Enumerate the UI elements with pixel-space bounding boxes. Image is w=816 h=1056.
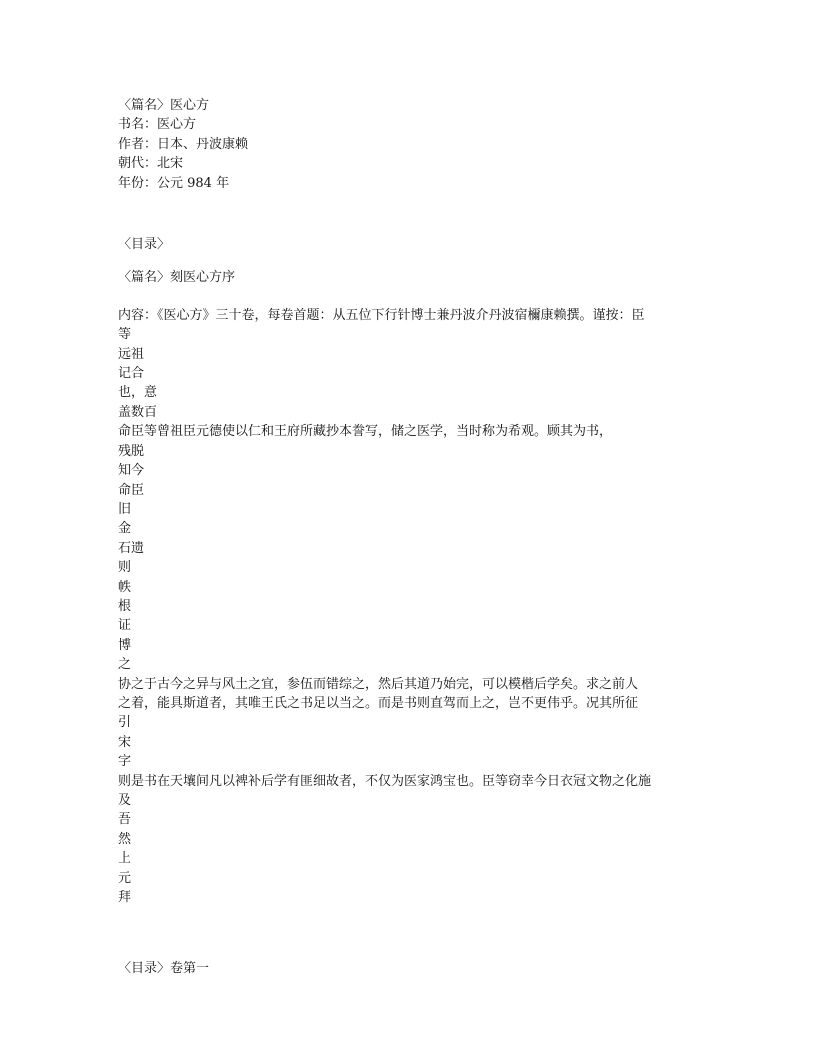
chapter-name-line: 〈篇名〉医心方: [118, 98, 210, 113]
content-line: 命臣: [118, 482, 145, 498]
content-line: 之: [118, 657, 132, 673]
spacer: [118, 907, 708, 959]
book-title-line: 书名：医心方: [118, 117, 197, 133]
content-line: 内容：《医心方》三十卷，每卷首题：从五位下行针博士兼丹波介丹波宿檷康赖撰。谨按：臣: [118, 307, 645, 323]
preface-content: [118, 306, 708, 908]
content-line: 之着，能具斯道者，其唯王氏之书足以当之。而是书则直驾而上之，岂不更伟乎。况其所征: [118, 695, 639, 711]
content-line: 知今: [118, 463, 145, 479]
content-line: 命臣等曾祖臣元德使以仁和王府所藏抄本誊写，储之医学，当时称为希观。顾其为书，: [118, 424, 613, 440]
content-line: 宋: [118, 734, 132, 750]
content-line: 根: [118, 598, 132, 614]
section-title: 〈篇名〉刻医心方序: [118, 270, 236, 286]
content-line: 元: [118, 870, 132, 886]
content-line: 协之于古今之异与风土之宜，参伍而错综之，然后其道乃始完，可以模楷后学矣。求之前人: [118, 676, 639, 692]
content-line: 字: [118, 754, 132, 770]
content-line: 则: [118, 560, 132, 576]
toc-heading: 〈目录〉: [118, 237, 171, 253]
content-line: 等: [118, 327, 132, 343]
content-line: 旧: [118, 501, 132, 517]
content-line: 上: [118, 851, 132, 867]
spacer: [118, 288, 708, 306]
spacer: [118, 193, 708, 235]
content-line: 残脱: [118, 443, 145, 459]
content-line: 石遗: [118, 540, 145, 556]
content-line: 拜: [118, 890, 132, 906]
content-line: 远祖: [118, 346, 145, 362]
content-line: 证: [118, 618, 132, 634]
dynasty-line: 朝代：北宋: [118, 156, 184, 172]
spacer: [118, 254, 708, 268]
document-page: [118, 96, 708, 979]
footer-toc-heading: 〈目录〉卷第一: [118, 961, 210, 977]
content-line: 帙: [118, 579, 132, 595]
content-line: 盖数百: [118, 404, 158, 420]
content-line: 然: [118, 831, 132, 847]
author-line: 作者：日本、丹波康赖: [118, 136, 249, 152]
content-line: 吾: [118, 812, 132, 828]
content-line: 也，意: [118, 385, 158, 401]
content-line: 及: [118, 793, 132, 808]
year-line: 年份：公元 984 年: [118, 175, 230, 191]
content-line: 金: [118, 521, 132, 537]
book-info-block: [118, 96, 708, 193]
content-line: 记合: [118, 366, 145, 382]
content-line: 则是书在天壤间凡以裨补后学有匪细故者，不仅为医家鸿宝也。臣等窃幸今日衣冠文物之化施: [118, 773, 652, 789]
content-line: 引: [118, 715, 132, 731]
content-line: 博: [118, 637, 132, 653]
